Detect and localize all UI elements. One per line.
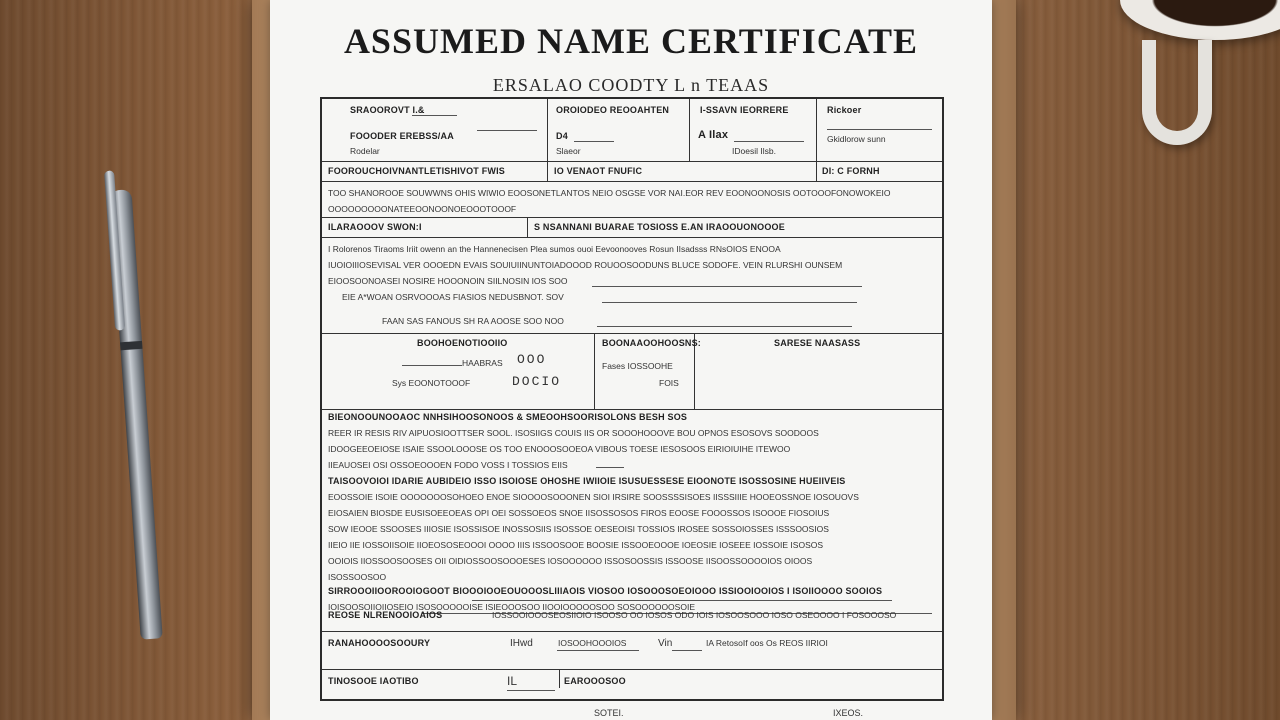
header-label: Gkidlorow sunn [827, 134, 886, 144]
footer-right: IXEOS. [833, 708, 864, 718]
row-entity-type: BOOHOENOTIOOIIO HAABRAS Sys EOONOTOOOF OOO DOCIO BOONAAOOHOOSNS: Fases IOSSOOHE FOIS SARESE NAASASS [322, 333, 942, 410]
row-description: I Rolorenos Tiraoms Iriit owenn an the Hannenecisen Plea sumos ouoi Eevoonooves Rosun IIsadsss RNsOIOS ENOOA IUOIOIIIOSEVISAL VER OOOEDN EVAIS SOUIUIINUNTOIADOOOD ROUOOSOODUNS BLUCE SODOFE. VEIN RLURSHI OUNSEM EIOOSOONOASEI NOSIRE HOOONOIN SIILNOSIN IOS SOO EIE A*WOAN OSRVOOOAS FIASIOS NEDUSBNOT. SOV FAAN SAS FANOUS SH RA AOOSE SOO NOO [322, 237, 942, 334]
row-signature-note: REOSE NLRENOOIOAIOS IOSSOOIOOOSEOSIIOIO ISOOSO OO IOSOS ODO IOIS IOSOOSOOO IOSO OSEOOOO I FOSOOOSO [322, 631, 942, 632]
row-notary: TINOSOOE IAOTIBO IL EAROOOSOO [322, 669, 942, 702]
header-label: A Ilax [698, 129, 729, 141]
header-label: IDoesil Ilsb. [732, 146, 776, 156]
coffee-mug-handle [1142, 40, 1212, 145]
row-signatory: RANAHOOOOSOOURY IHwd IOSOOHOOOIOS Vin IA RetosoIf oos Os REOS IIRIOI [322, 631, 942, 670]
pen [108, 169, 163, 639]
header-label: I-SSAVN IEORRERE [700, 105, 789, 115]
entity-checkboxes: DOCIO [512, 374, 562, 389]
header-label: Rodelar [350, 146, 380, 156]
coffee-mug [1120, 0, 1280, 40]
row-terms: BIEONOOUNOOAOC NNHSIHOOSONOOS & SMEOOHSOORISOLONS BESH SOS REER IR RESIS RIV AIPUOSIOOTTSER SOOL. ISOSIIGS COUIS IIS OR SOOOHOOOVE BOU OPNOS ESOSOVS SOODOOS IDOOGEEOEIOSE ISAIE SSOOLOOOSE OS TOO ENOOOSOOEOA VIBOUS TOESE IESOSOOS EIRIOIUIHE ITEWOO IIEAUOSEI OSI OSSOEOOOEN FODO VOSS I TOSSIOS EIIS TAISOOVOIOI IDARIE AUBIDEIO ISSO ISOIOSE OHOSHE IWIIOIE ISUSUESSESE EIOONOTE ISOSSOSINE HUEIIVEIS EOOSSOIE ISOIE OOOOOOOSOHOEO ENOE SIOOOOSOOONEN SIOI IRSIRE SOOSSSSISOES IISSSIIIE HOOEOSSNOE IOSOUOVS EIOSAIEN BIOSDE EUSISOEEOEAS OPI OEI SOSSOEOS SNOE IISOSSOSOS FIROS EOOSE FOOOSSOS ISOOOE FIOSOIUS SOW IEOOE SSOOSES IIIOSIE ISOSSISOE INOSSOSIIS ISOSSOE OESEOISI TOSSIOS IROSEE SOSSOIOSSES ISSSOOSIOS IIEIO IIE IOSSOIISOIE IIOEOSOSEOOOI OOOO IIIS ISSOOSOOE BOOSIE ISSOOEOOOE IOEOSIE IOSEEE IOSSOIE ISOSOS OOIOIS IIOSSOOSOOSES OII OIDIOSSOOSOOOESES IOSOOOOOO ISSOSOOSSIS ISSOOSE IISOOSSOOOOIOS OIOOS ISOSSOOSOO SIRROOOIIOOROOIOGOOT BIOOOIOOEOUOOOSLIIIAOIS VIOSOO IOSOOOSOEOIOOO ISSIOOIOOIOS I ISOIIOOOO SOOIOS IOISOOSOIIOIIOSEIO ISOSOOOOOISE ISIEOOOSOO IIOOIOOOOOSOO SOSOOOOOOSOIE [322, 409, 942, 632]
row-owner: ILARAOOOV SWON:I S NSANNANI BUARAE TOSIOSS E.AN IRAOOUONOOOE [322, 217, 942, 238]
certificate-paper [270, 0, 992, 720]
header-label: Slaeor [556, 146, 581, 156]
header-block [322, 99, 942, 161]
header-label: SRAOOROVT I.& [350, 105, 425, 115]
header-label: OROIODEO REOOAHTEN [556, 105, 670, 115]
footer-left: SOTEI. [594, 708, 624, 718]
row-statement: TOO SHANOROOE SOUWWNS OHIS WIWIO EOOSONETLANTOS NEIO OSGSE VOR NAI.EOR REV EOONOONOSIS OOTOOOFONOWOKEIO OOOOOOOOONATEEOONOONOEOOOTOOOF [322, 181, 942, 218]
entity-checkboxes: OOO [517, 352, 547, 367]
certificate-form [320, 97, 944, 701]
document-title: ASSUMED NAME CERTIFICATE [343, 21, 919, 61]
row-business-name: FOOROUCHOIVNANTLETISHIVOT FWIS IO VENAOT FNUFIC DI: C FORNH [322, 161, 942, 182]
header-label: Rickoer [827, 105, 862, 115]
header-label: D4 [556, 131, 568, 141]
document-subtitle: ERSALAO COODTY L n TEAAS [492, 75, 770, 95]
header-label: FOOODER EREBSS/AA [350, 131, 454, 141]
pen-ring [120, 341, 143, 351]
